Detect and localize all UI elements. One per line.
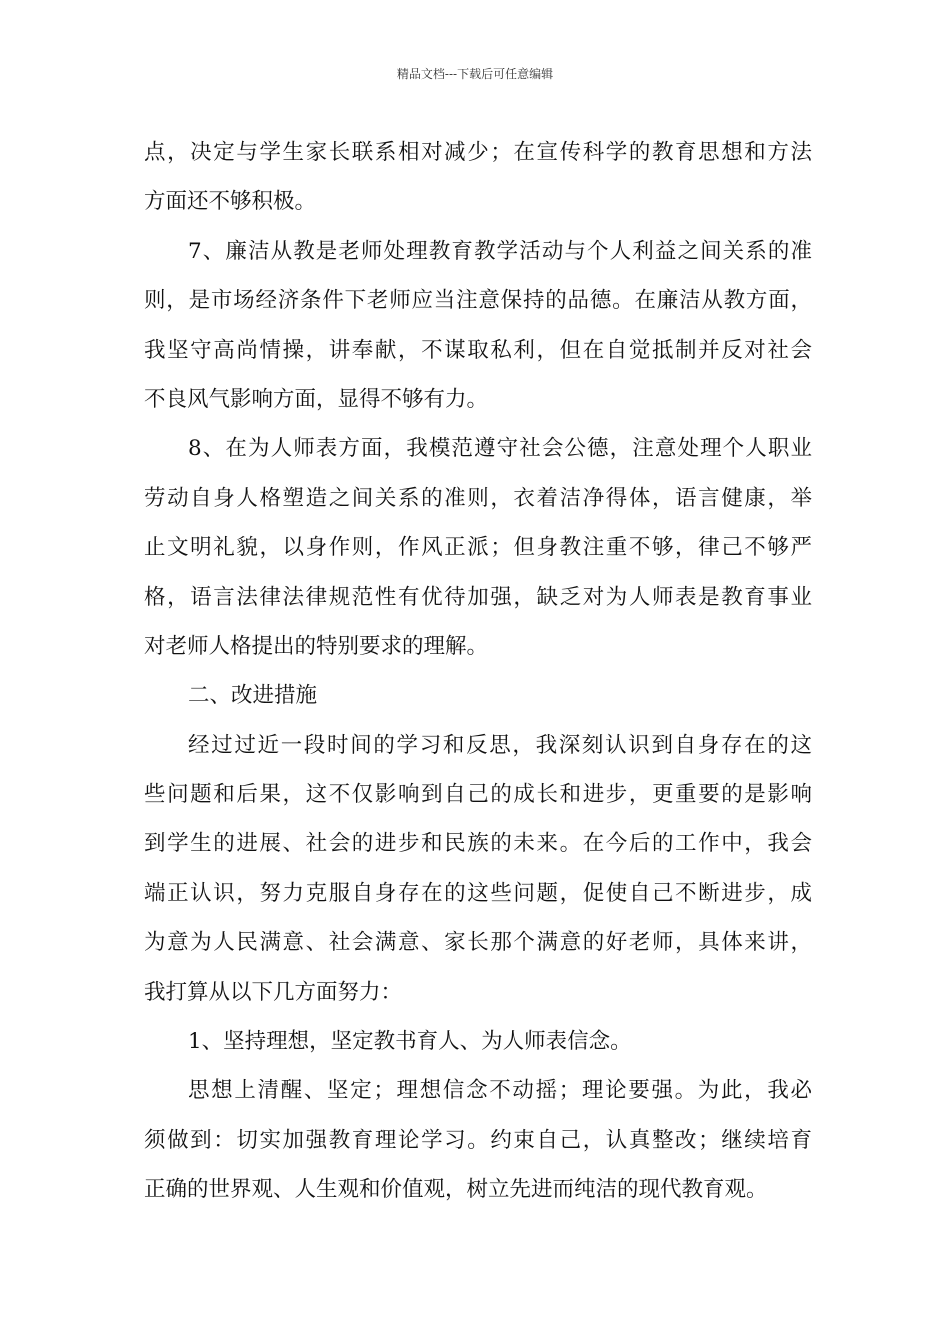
page-header: 精品文档---下载后可任意编辑 xyxy=(396,67,554,81)
paragraph-line: 格，语言法律法律规范性有优待加强，缺乏对为人师表是教育事业 xyxy=(144,584,812,610)
paragraph-line: 7、廉洁从教是老师处理教育教学活动与个人利益之间关系的准 xyxy=(188,238,812,264)
paragraph-line: 思想上清醒、坚定；理想信念不动摇；理论要强。为此，我必 xyxy=(188,1078,812,1104)
paragraph-line: 8、在为人师表方面，我模范遵守社会公德，注意处理个人职业 xyxy=(188,436,812,462)
paragraph-line: 我坚守高尚情操，讲奉献，不谋取私利，但在自觉抵制并反对社会 xyxy=(144,337,812,363)
paragraph-line: 端正认识，努力克服自身存在的这些问题，促使自己不断进步，成 xyxy=(144,880,812,906)
paragraph-line: 我打算从以下几方面努力： xyxy=(144,979,403,1005)
paragraph-line: 经过过近一段时间的学习和反思，我深刻认识到自身存在的这 xyxy=(188,732,812,758)
paragraph-line: 对老师人格提出的特别要求的理解。 xyxy=(144,633,489,659)
paragraph-line: 劳动自身人格塑造之间关系的准则，衣着洁净得体，语言健康，举 xyxy=(144,485,812,511)
paragraph-line: 为意为人民满意、社会满意、家长那个满意的好老师，具体来讲， xyxy=(144,930,812,956)
paragraph-line: 则，是市场经济条件下老师应当注意保持的品德。在廉洁从教方面， xyxy=(144,288,812,314)
paragraph-line: 点，决定与学生家长联系相对减少；在宣传科学的教育思想和方法 xyxy=(144,140,812,165)
section-heading: 二、改进措施 xyxy=(188,683,318,709)
subsection-heading: 1、坚持理想，坚定教书育人、为人师表信念。 xyxy=(188,1029,632,1055)
document-body xyxy=(144,128,812,1215)
paragraph-line: 止文明礼貌，以身作则，作风正派；但身教注重不够，律己不够严 xyxy=(144,535,812,561)
paragraph-line: 正确的世界观、人生观和价值观，树立先进而纯洁的现代教育观。 xyxy=(144,1177,768,1203)
paragraph-line: 须做到：切实加强教育理论学习。约束自己，认真整改；继续培育 xyxy=(144,1127,812,1153)
paragraph-line: 到学生的进展、社会的进步和民族的未来。在今后的工作中，我会 xyxy=(144,831,812,857)
paragraph-line: 不良风气影响方面，显得不够有力。 xyxy=(144,386,489,412)
paragraph-line: 些问题和后果，这不仅影响到自己的成长和进步，更重要的是影响 xyxy=(144,782,812,808)
paragraph-line: 方面还不够积极。 xyxy=(144,189,317,215)
